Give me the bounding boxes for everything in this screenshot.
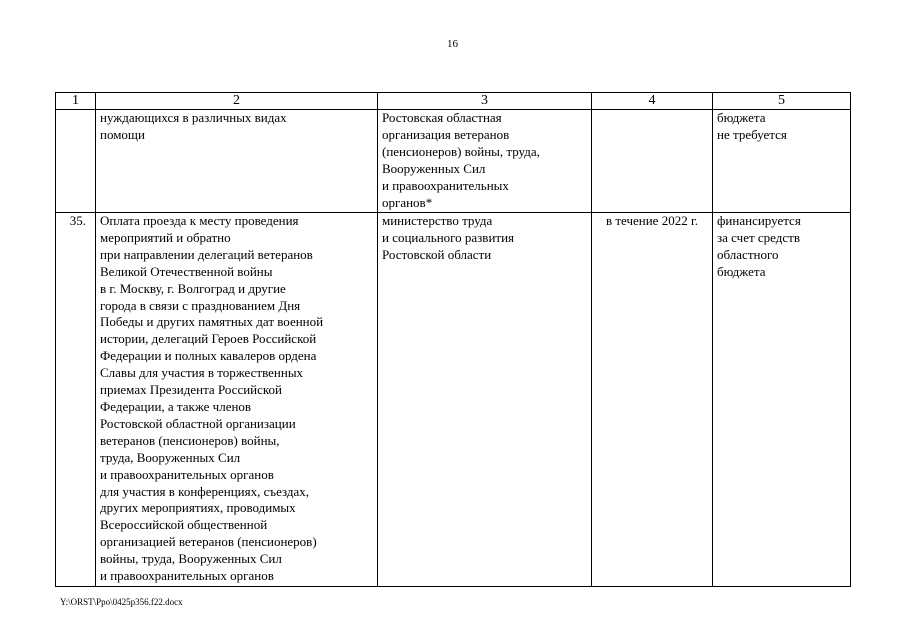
column-header-5: 5 (713, 93, 851, 110)
column-header-4: 4 (592, 93, 713, 110)
cell-text-line: Великой Отечественной войны (100, 263, 273, 279)
measure-description-cell (96, 110, 378, 213)
cell-text-line: Ростовской области (382, 246, 492, 262)
cell-text-line: областного (717, 246, 779, 262)
cell-text-line: в течение 2022 г. (605, 213, 699, 228)
cell-text-line: министерство труда (382, 213, 493, 228)
deadline-cell (592, 213, 713, 587)
page-number: 16 (447, 38, 458, 50)
cell-text-line: мероприятий и обратно (100, 229, 231, 245)
cell-text-line: (пенсионеров) войны, труда, (382, 143, 540, 159)
funding-cell (713, 110, 851, 213)
cell-text-line: и правоохранительных (382, 177, 509, 193)
column-header-1: 1 (56, 93, 96, 110)
cell-text-line: Всероссийской общественной (100, 517, 268, 533)
cell-text-line: других мероприятиях, проводимых (100, 500, 296, 516)
column-header-3: 3 (378, 93, 592, 110)
cell-text-line: истории, делегаций Героев Российской (100, 331, 317, 347)
executor-cell (378, 110, 592, 213)
cell-text-line: при направлении делегаций ветеранов (100, 246, 313, 262)
cell-text-line: бюджета (717, 263, 766, 279)
document-table (55, 92, 851, 587)
table-row (56, 110, 851, 213)
deadline-cell (592, 110, 713, 213)
cell-text-line: ветеранов (пенсионеров) войны, (100, 432, 280, 448)
cell-text-line: Федерации и полных кавалеров ордена (100, 348, 317, 364)
cell-text-line: бюджета (717, 110, 766, 125)
cell-text-line: Федерации, а также членов (100, 398, 252, 414)
cell-text-line: Победы и других памятных дат военной (100, 314, 324, 330)
cell-text-line: Славы для участия в торжественных (100, 365, 304, 381)
cell-text-line: органов* (382, 194, 433, 210)
cell-text-line: города в связи с празднованием Дня (100, 297, 301, 313)
cell-text-line: и правоохранительных органов (100, 568, 274, 584)
cell-text-line: труда, Вооруженных Сил (100, 449, 241, 465)
table-header-row (56, 93, 851, 110)
cell-text-line: приемах Президента Российской (100, 382, 283, 398)
cell-text-line: за счет средств (717, 229, 800, 245)
cell-text-line: Ростовской областной организации (100, 415, 296, 431)
table-row (56, 213, 851, 587)
cell-text-line: помощи (100, 126, 145, 142)
cell-text-line: Ростовская областная (382, 110, 502, 125)
cell-text-line: для участия в конференциях, съездах, (100, 483, 310, 499)
cell-text-line: и социального развития (382, 229, 515, 245)
row-number-cell: 35. (56, 213, 96, 587)
cell-text-line: нуждающихся в различных видах (100, 110, 287, 125)
measure-description-cell (96, 213, 378, 587)
column-header-2: 2 (96, 93, 378, 110)
cell-text-line: в г. Москву, г. Волгоград и другие (100, 280, 286, 296)
cell-text-line: организация ветеранов (382, 126, 510, 142)
cell-text-line: финансируется (717, 213, 801, 228)
executor-cell (378, 213, 592, 587)
cell-text-line: войны, труда, Вооруженных Сил (100, 551, 282, 567)
cell-text-line: Вооруженных Сил (382, 160, 486, 176)
cell-text-line: организацией ветеранов (пенсионеров) (100, 534, 317, 550)
footer-file-path: Y:\ORST\Ppo\0425p356.f22.docx (60, 597, 183, 607)
cell-text-line: Оплата проезда к месту проведения (100, 213, 299, 228)
cell-text-line: не требуется (717, 126, 787, 142)
funding-cell (713, 213, 851, 587)
cell-text-line: и правоохранительных органов (100, 466, 274, 482)
row-number-cell (56, 110, 96, 213)
